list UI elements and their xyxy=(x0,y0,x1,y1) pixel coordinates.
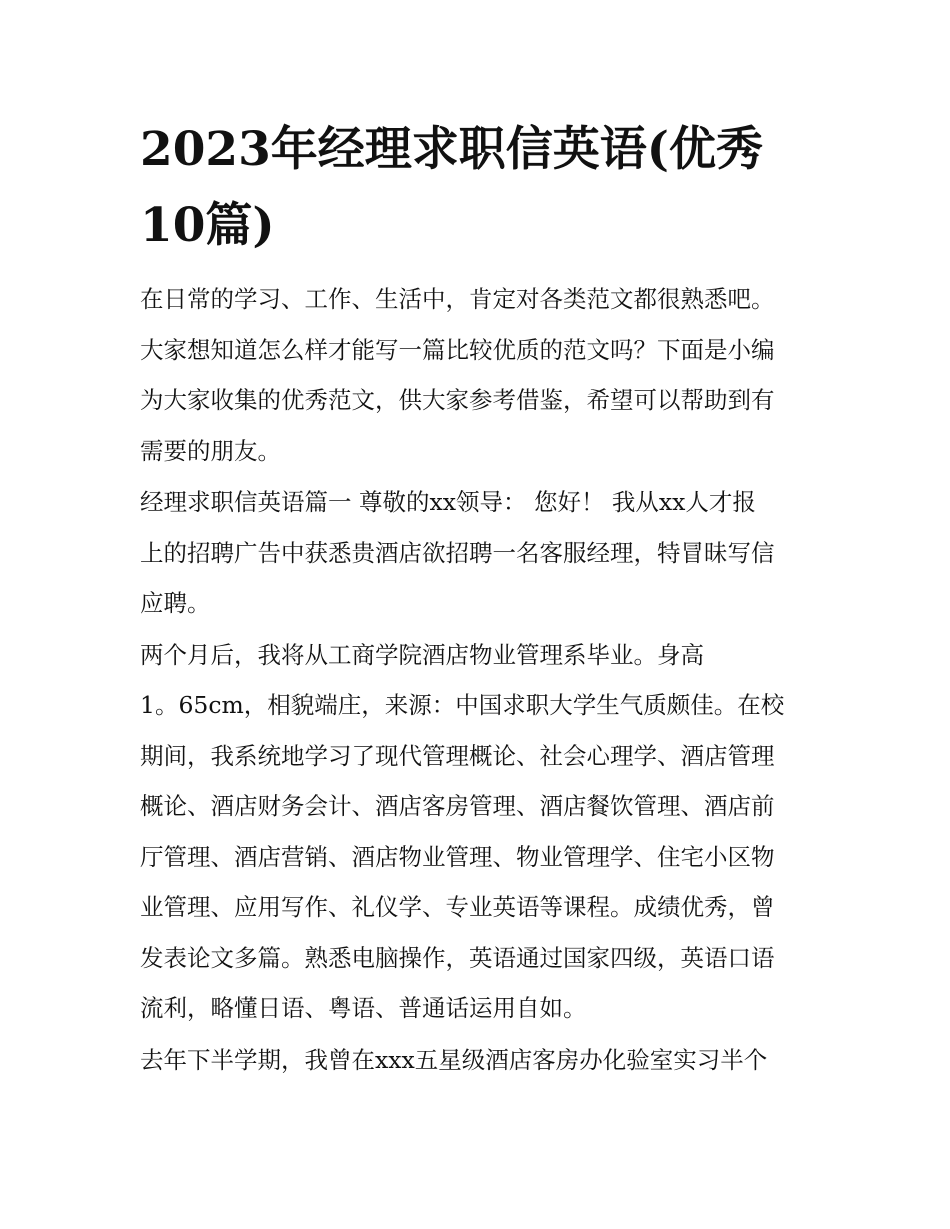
text-line: 业管理、应用写作、礼仪学、专业英语等课程。成绩优秀，曾 xyxy=(140,893,775,921)
text-line: 两个月后，我将从工商学院酒店物业管理系毕业。身高 xyxy=(140,640,704,669)
text-line: 流利，略懂日语、粤语、普通话运用自如。 xyxy=(140,994,587,1022)
document-content xyxy=(140,112,812,1086)
text-line: 发表论文多篇。熟悉电脑操作，英语通过国家四级，英语口语 xyxy=(140,943,775,972)
text-line: 经理求职信英语篇一 尊敬的xx领导： 您好！ 我从xx人才报 xyxy=(140,488,756,516)
text-line: 大家想知道怎么样才能写一篇比较优质的范文吗？下面是小编 xyxy=(140,335,775,364)
text-line: 为大家收集的优秀范文，供大家参考借鉴，希望可以帮助到有 xyxy=(140,386,775,414)
text-line: 上的招聘广告中获悉贵酒店欲招聘一名客服经理，特冒昧写信 xyxy=(140,538,775,567)
intro-paragraph xyxy=(140,274,812,476)
text-line: 概论、酒店财务会计、酒店客房管理、酒店餐饮管理、酒店前 xyxy=(140,792,775,820)
text-line: 在日常的学习、工作、生活中，肯定对各类范文都很熟悉吧。 xyxy=(140,285,775,313)
education-paragraph xyxy=(140,630,812,1034)
internship-paragraph xyxy=(140,1035,812,1086)
text-line: 期间，我系统地学习了现代管理概论、社会心理学、酒店管理 xyxy=(140,741,775,770)
document-title xyxy=(140,112,812,264)
title-line: 2023年经理求职信英语(优秀 xyxy=(140,122,764,177)
text-line: 应聘。 xyxy=(140,589,211,617)
text-line: 需要的朋友。 xyxy=(140,436,281,465)
text-line: 厅管理、酒店营销、酒店物业管理、物业管理学、住宅小区物 xyxy=(140,842,775,871)
text-line: 去年下半学期，我曾在xxx五星级酒店客房办化验室实习半个 xyxy=(140,1045,768,1074)
text-line: 1。65cm，相貌端庄，来源：中国求职大学生气质颇佳。在校 xyxy=(140,691,785,719)
letter-greeting-paragraph xyxy=(140,477,812,629)
title-line: 10篇) xyxy=(140,198,275,253)
